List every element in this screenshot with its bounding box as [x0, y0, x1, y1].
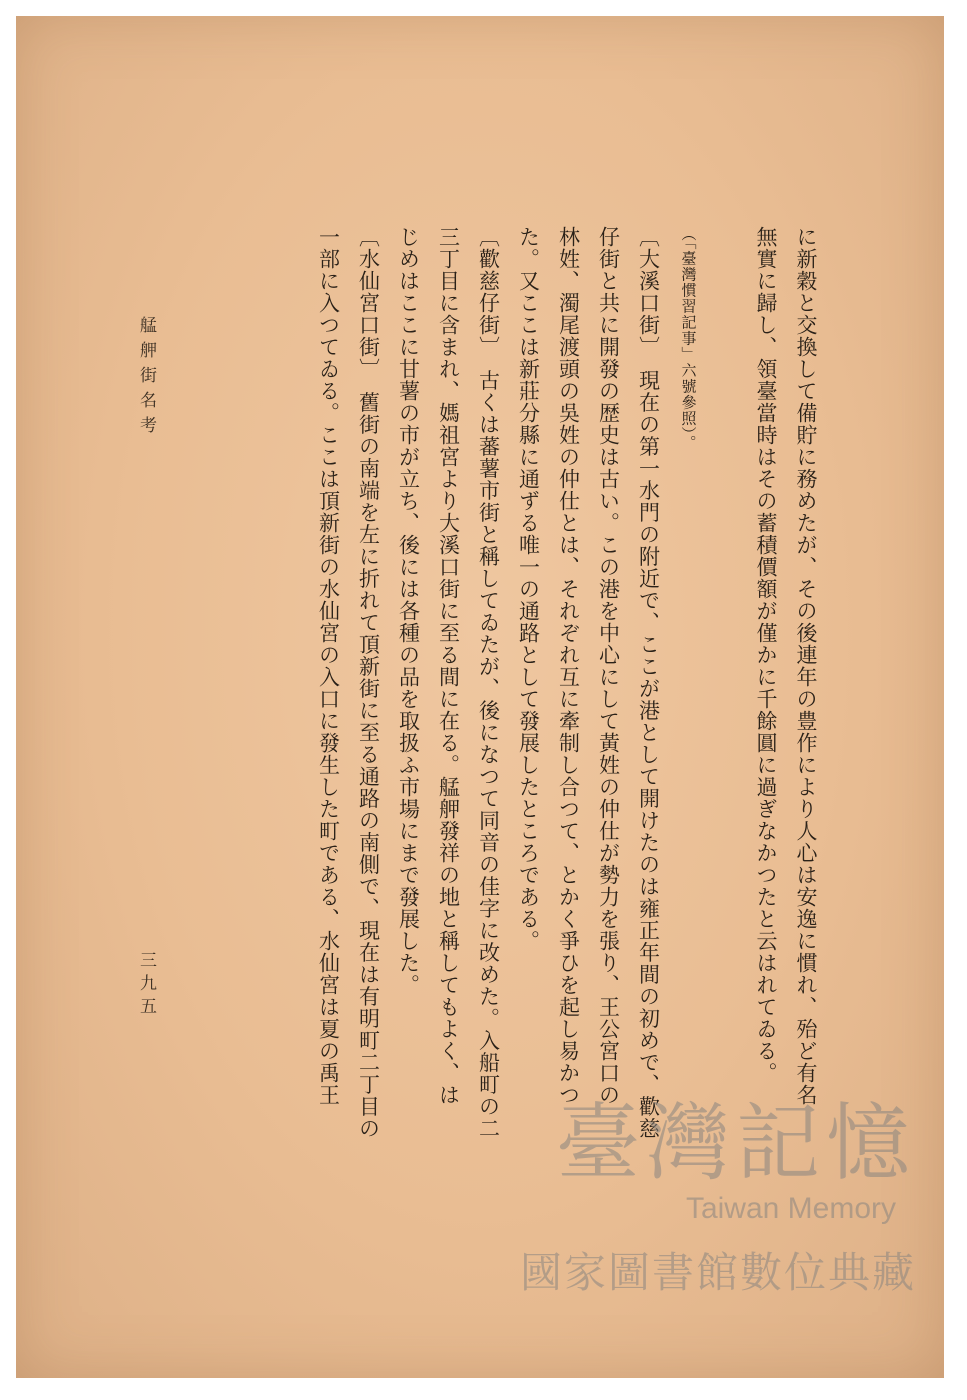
- running-title: 艋舺街名考: [136, 316, 156, 441]
- body-line-9: 三丁目に含まれ、媽祖宮より大溪口街に至る間に在る。艋舺發祥の地と稱してもよく、は: [436, 226, 461, 1106]
- section-dakekou-street: 〔大溪口街〕 現在の第一水門の附近で、ここが港として開けたのは雍正年間の初めで、歡慈: [636, 226, 661, 1140]
- body-text: [166, 226, 826, 1140]
- body-line-5: 仔街と共に開發の歴史は古い。この港を中心にして黃姓の仲仕が勢力を張り、王公宮口の: [596, 226, 621, 1106]
- watermark-title: 臺灣記憶: [555, 1094, 916, 1192]
- library-watermark: [456, 1076, 916, 1306]
- section-huancizai-street: 〔歡慈仔街〕 古くは蕃薯市街と稱してゐたが、後になつて同音の佳字に改めた。入船町の二: [476, 226, 501, 1140]
- scanned-page: [16, 16, 944, 1378]
- body-line-7: た。又ここは新莊分縣に通ずる唯一の通路として發展したところである。: [516, 226, 541, 952]
- body-line-2: 無實に歸し、領臺當時はその蓄積價額が僅かに千餘圓に過ぎなかつたと云はれてゐる。: [754, 226, 778, 1084]
- watermark-subtitle: 國家圖書館數位典藏: [519, 1248, 916, 1297]
- body-line-10: じめはここに甘薯の市が立ち、後には各種の品を取扱ふ市場にまで發展した。: [396, 226, 421, 996]
- body-line-1: に新穀と交換して備貯に務めたが、その後連年の豊作により人心は安逸に慣れ、殆ど有名: [794, 226, 818, 1106]
- reference-note: （「臺灣慣習記事」六號參照）。: [679, 226, 698, 451]
- section-shuixiangongkou-street: 〔水仙宮口街〕 舊街の南端を左に折れて頂新街に至る通路の南側で、現在は有明町二丁目の: [356, 226, 381, 1140]
- page-number: 三九五: [136, 951, 156, 1020]
- body-line-6: 林姓、濁尾渡頭の吳姓の仲仕とは、それぞれ互に牽制し合つて、とかく爭ひを起し易かつ: [556, 226, 581, 1106]
- body-line-12: 一部に入つてゐる。ここは頂新街の水仙宮の入口に發生した町である、水仙宮は夏の禹王: [316, 226, 341, 1106]
- watermark-english: Taiwan Memory: [685, 1192, 896, 1225]
